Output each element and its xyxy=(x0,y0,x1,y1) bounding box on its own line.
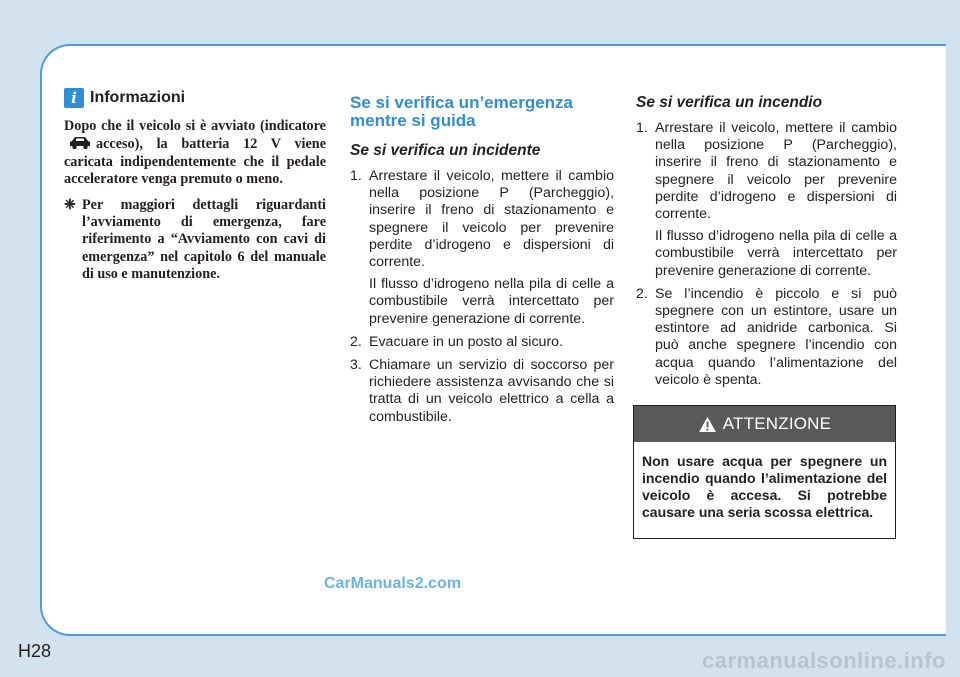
list-number: 1. xyxy=(350,168,362,184)
list-item xyxy=(636,286,897,389)
info-paragraph xyxy=(64,118,326,189)
list-item-text: Evacuare in un posto al sicuro. xyxy=(369,333,564,350)
warning-triangle-icon xyxy=(698,416,717,433)
list-number: 3. xyxy=(350,357,362,374)
list-item-text: Chiamare un servizio di soccorso per richiedere assistenza avvisando che si tratta di un veicolo elettrico a cella a combustibile. xyxy=(369,357,614,425)
list-item-text: Se l’incendio è piccolo e si può spegnere con un estintore, usare un estintore ad anidride carbonica. Si può anche spegnere l’incendio con acqua quando l’alimentazione del veicolo è spenta. xyxy=(655,285,897,388)
list-item-text: Arrestare il veicolo, mettere il cambio nella posizione P (Parcheggio), inserire il freno di stazionamento e spegnere il veicolo per prevenire perdite d’idrogeno e dispersioni di corrente. xyxy=(369,168,614,271)
subtitle-fire: Se si verifica un incendio xyxy=(636,94,823,111)
section-title-emergency: Se si verifica un’emergenza mentre si guida xyxy=(350,93,573,130)
info-box xyxy=(64,88,326,284)
info-para-part1: Dopo che il veicolo si è avviato (indicatore xyxy=(64,118,326,134)
emergency-section xyxy=(350,94,614,432)
warning-text: Non usare acqua per spegnere un incendio quando l’alimentazione del veicolo è accesa. Si potrebbe causare una seria scossa elettrica. xyxy=(642,453,887,520)
watermark-link[interactable]: CarManuals2.com xyxy=(324,575,461,592)
info-title: Informazioni xyxy=(90,89,186,106)
fire-section xyxy=(636,94,897,395)
info-note xyxy=(64,197,326,284)
page-number: H28 xyxy=(18,641,52,661)
list-item xyxy=(350,357,614,426)
note-mark: ❈ xyxy=(64,196,76,213)
list-item xyxy=(350,168,614,328)
warning-box xyxy=(633,405,896,539)
info-para-part2: acceso), la batteria 12 V viene caricata indipendentemente che il pedale acceleratore venga premuto o meno. xyxy=(64,136,326,188)
info-icon: i xyxy=(64,88,84,108)
info-note-text: Per maggiori dettagli riguardanti l’avviamento di emergenza, fare riferimento a “Avviamento con cavi di emergenza” nel capitolo 6 del manuale di uso e manutenzione. xyxy=(82,196,326,283)
fire-list xyxy=(636,120,897,389)
list-item xyxy=(350,334,614,351)
footer-watermark: carmanualsonline.info xyxy=(702,648,946,673)
list-item-text: Arrestare il veicolo, mettere il cambio nella posizione P (Parcheggio), inserire il freno di stazionamento e spegnere il veicolo per prevenire perdite d’idrogeno e dispersioni di corrente. xyxy=(655,120,897,223)
subtitle-accident: Se si verifica un incidente xyxy=(350,142,541,159)
info-heading xyxy=(64,88,326,108)
list-number: 2. xyxy=(636,285,648,302)
warning-header xyxy=(634,406,895,442)
list-item-text: Il flusso d’idrogeno nella pila di celle a combustibile verrà intercettato per prevenire generazione di corrente. xyxy=(655,228,897,279)
list-number: 1. xyxy=(636,120,648,136)
warning-title: ATTENZIONE xyxy=(722,414,832,433)
list-number: 2. xyxy=(350,333,362,350)
accident-list xyxy=(350,168,614,426)
ready-indicator-icon xyxy=(68,135,92,150)
list-item xyxy=(636,120,897,280)
list-item-text: Il flusso d’idrogeno nella pila di celle a combustibile verrà intercettato per prevenire generazione di corrente. xyxy=(369,276,614,327)
